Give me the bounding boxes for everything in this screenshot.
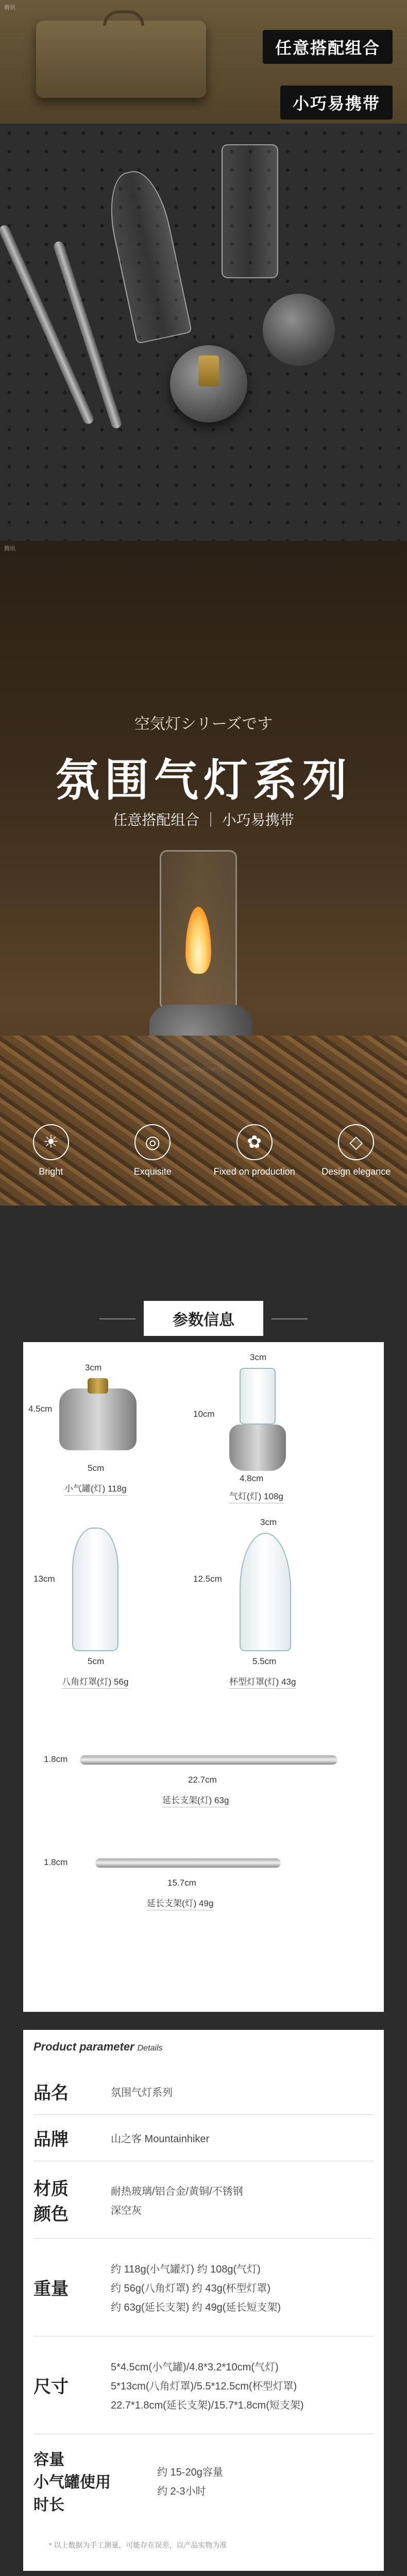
- circle-icon: ◎: [134, 1124, 171, 1160]
- watermark-label: 腾讯: [4, 5, 15, 11]
- spec-value: 约 118g(小气罐灯) 约 108g(气灯): [111, 2264, 261, 2275]
- feature-icon-exquisite: [111, 1124, 194, 1177]
- watermark-label: 腾讯: [4, 546, 15, 552]
- hero-section: [0, 0, 407, 541]
- spec-title-main: Product parameter: [33, 2040, 134, 2053]
- size-diagram-panel: [23, 1342, 384, 2012]
- rod-long-side-label: 1.8cm: [44, 1754, 68, 1764]
- gas-lantern-diagram: [229, 1368, 286, 1471]
- rod-short-caption: 延长支架(灯) 49g: [147, 1896, 213, 1910]
- brass-nozzle-image: [198, 355, 219, 386]
- spec-value: 深空灰: [111, 2205, 142, 2216]
- spec-key: 容量 小气罐使用时长: [33, 2451, 111, 2514]
- spec-value: 约 63g(延长支架) 约 49g(延长短支架): [111, 2302, 281, 2313]
- bottle-width-label: 5cm: [88, 1463, 105, 1473]
- feature-icon-label: Exquisite: [133, 1166, 172, 1177]
- spec-table: [23, 2030, 384, 2571]
- feature-title: 氛围气灯系列: [55, 756, 352, 805]
- lantern-side-label: 10cm: [193, 1409, 215, 1419]
- feature-icon-design: [315, 1124, 397, 1177]
- shade-cup-height-label: 3cm: [260, 1517, 277, 1527]
- feature-icons-row: [0, 1124, 407, 1177]
- spec-row-material: [33, 2161, 374, 2239]
- pegboard-background: [0, 124, 407, 541]
- feature-icon-production: [213, 1124, 296, 1177]
- bottle-caption: 小气罐(灯) 118g: [64, 1481, 127, 1496]
- shade-cup-side-label: 12.5cm: [193, 1574, 222, 1584]
- spec-table-title: [33, 2040, 163, 2054]
- rod-short-length-label: 15.7cm: [167, 1878, 196, 1888]
- extension-rod-long-diagram: [80, 1755, 337, 1765]
- extension-rod-short-diagram: [95, 1858, 281, 1868]
- lantern-valve-image: [263, 294, 335, 366]
- feature-icon-bright: [10, 1124, 92, 1177]
- feature-section: [0, 541, 407, 1206]
- spec-row-capacity: [33, 2434, 374, 2527]
- rod-long-caption: 延长支架(灯) 63g: [162, 1793, 229, 1807]
- spec-value: 约 2-3小时: [157, 2486, 206, 2497]
- lantern-height-label: 3cm: [250, 1352, 267, 1362]
- spec-value: 山之客 Mountainhiker: [111, 2133, 210, 2145]
- spec-value: 约 56g(八角灯罩) 约 43g(杯型灯罩): [111, 2283, 271, 2294]
- hero-tag-portable: 小巧易携带: [280, 86, 393, 120]
- bottle-side-label: 4.5cm: [28, 1404, 53, 1414]
- glass-shade-cylinder-image: [222, 144, 278, 278]
- parameters-section: [0, 1206, 407, 2576]
- flower-icon: ✿: [236, 1124, 273, 1160]
- spec-row-name: [33, 2069, 374, 2115]
- octagonal-shade-diagram: [72, 1528, 118, 1651]
- spec-value: 5*13cm(八角灯罩)/5.5*12.5cm(杯型灯罩): [111, 2381, 297, 2392]
- spec-row-weight: [33, 2239, 374, 2336]
- spec-key: 品牌: [33, 2130, 69, 2149]
- feature-icon-label: Fixed on production: [213, 1166, 295, 1177]
- sun-icon: ☀: [33, 1124, 69, 1160]
- spec-title-sub: Details: [137, 2044, 163, 2053]
- shade-cup-caption: 杯型灯罩(灯) 43g: [229, 1674, 296, 1689]
- parameters-heading: 参数信息: [144, 1301, 263, 1336]
- spec-value: 氛围气灯系列: [111, 2087, 173, 2098]
- storage-box-image: [36, 21, 206, 98]
- diamond-icon: ◇: [338, 1124, 374, 1160]
- spec-value: 耐热玻璃/铝合金/黄铜/不锈钢: [111, 2185, 243, 2197]
- spec-value: 约 15-20g容量: [157, 2467, 223, 2478]
- dry-leaves-background: [0, 1036, 407, 1206]
- spec-key: 重量: [33, 2279, 69, 2299]
- shade-cup-width-label: 5.5cm: [252, 1656, 277, 1666]
- feature-icon-label: Design elegance: [321, 1166, 391, 1177]
- spec-value: 5*4.5cm(小气罐)/4.8*3.2*10cm(气灯): [111, 2362, 279, 2373]
- hero-tag-combination: 任意搭配组合: [263, 30, 393, 64]
- shade-eight-caption: 八角灯罩(灯) 56g: [62, 1674, 128, 1689]
- rod-long-length-label: 22.7cm: [188, 1775, 217, 1785]
- spec-row-size: [33, 2336, 374, 2434]
- spec-key: 材质 颜色: [33, 2179, 69, 2224]
- spec-value: 22.7*1.8cm(延长支架)/15.7*1.8cm(短支架): [111, 2400, 304, 2411]
- lantern-caption: 气灯(灯) 108g: [229, 1489, 283, 1503]
- shade-eight-width-label: 5cm: [88, 1656, 105, 1666]
- gas-canister-diagram: [59, 1378, 137, 1455]
- cup-shade-diagram: [240, 1533, 291, 1651]
- rod-short-side-label: 1.8cm: [44, 1857, 68, 1867]
- spec-row-brand: [33, 2115, 374, 2161]
- shade-eight-side-label: 13cm: [33, 1574, 55, 1584]
- spec-key: 品名: [33, 2083, 69, 2103]
- bottle-height-label: 3cm: [85, 1363, 102, 1372]
- lantern-width-label: 4.8cm: [240, 1473, 264, 1483]
- feature-subtitle-jp: 空気灯シリーズです: [134, 716, 273, 733]
- spec-key: 尺寸: [33, 2377, 69, 2397]
- feature-icon-label: Bright: [39, 1166, 63, 1177]
- feature-tagline: 任意搭配组合 ｜ 小巧易携带: [113, 812, 294, 828]
- spec-note: * 以上数据为手工测量，可能存在误差，以产品实物为准: [49, 2541, 227, 2549]
